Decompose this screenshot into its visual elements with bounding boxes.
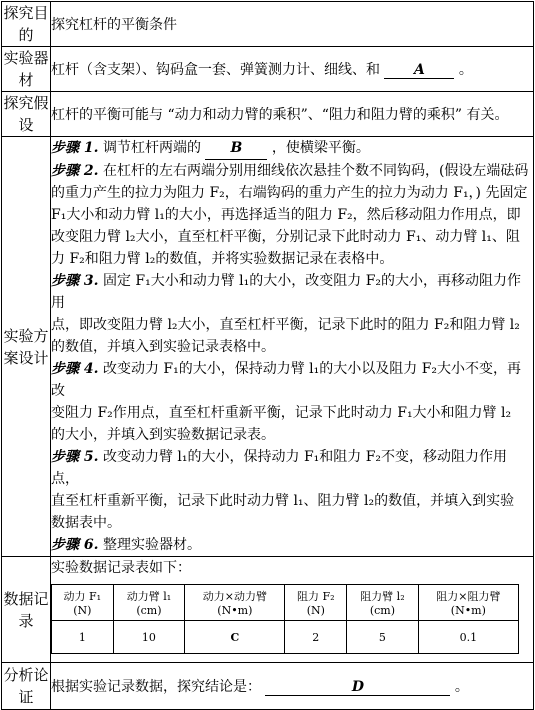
blank-c[interactable]: C	[185, 621, 285, 654]
step2-line: 的重力产生的拉力为阻力 F₂，右端钩码的重力产生的拉力为动力 F₁，) 先固定	[51, 185, 528, 201]
data-content	[51, 557, 534, 663]
hypothesis-label: 探究假设	[2, 92, 51, 137]
step2-line: 改变阻力臂 l₂大小，直至杠杆平衡，分别记录下此时动力 F₁、动力臂 l₁、阻	[51, 229, 520, 245]
blank-d[interactable]: D	[265, 679, 450, 696]
step2-line: F₁大小和动力臂 l₁的大小，再选择适当的阻力 F₂，然后移动阻力作用点，即	[51, 207, 521, 223]
step5: 步骤 5. 改变动力臂 l₁的大小，保持动力 F₁和阻力 F₂不变，移动阻力作用点，	[51, 449, 508, 487]
step4-line: 变阻力 F₂作用点，直至杠杆重新平衡，记录下此时动力 F₁大小和阻力臂 l₂	[51, 405, 512, 421]
step2-line: 力 F₂和阻力臂 l₂的数值，并将实验数据记录在表格中。	[51, 251, 394, 267]
step1: 步骤 1. 调节杠杆两端的 B ，使横梁平衡。	[51, 137, 533, 160]
data-caption: 实验数据记录表如下：	[51, 560, 191, 576]
header-cell: 阻力×阻力臂 (N•m)	[418, 585, 518, 621]
data-row	[2, 557, 534, 663]
experiment-table	[1, 1, 534, 710]
data-value-row	[52, 621, 519, 654]
value-cell: 1	[52, 621, 114, 654]
step5-line: 直至杠杆重新平衡，记录下此时动力臂 l₁、阻力臂 l₂的数值，并填入到实验	[51, 493, 515, 509]
step3-line: 的数值，并填入到实验记录表格中。	[51, 339, 275, 355]
design-content	[51, 137, 534, 557]
step3: 步骤 3. 固定 F₁大小和动力臂 l₁的大小，改变阻力 F₂的大小，再移动阻力作用	[51, 273, 522, 311]
value-cell: 5	[347, 621, 419, 654]
blank-b[interactable]: B	[205, 137, 267, 160]
header-cell: 动力 F₁ (N)	[52, 585, 114, 621]
design-row	[2, 137, 534, 557]
equipment-content: 杠杆（含支架）、钩码盒一套、弹簧测力计、细线、和 A 。	[51, 47, 534, 92]
value-cell: 0.1	[418, 621, 518, 654]
step2: 步骤 2. 在杠杆的左右两端分别用细线依次悬挂个数不同钩码，(假设左端砝码	[51, 163, 529, 179]
data-header-row	[52, 585, 519, 621]
value-cell: 2	[285, 621, 347, 654]
header-cell: 阻力 F₂ (N)	[285, 585, 347, 621]
purpose-row	[2, 2, 534, 47]
step3-line: 点，即改变阻力臂 l₂大小，直至杠杆平衡，记录下此时的阻力 F₂和阻力臂 l₂	[51, 317, 520, 333]
purpose-label: 探究目的	[2, 2, 51, 47]
data-label: 数据记录	[2, 557, 51, 663]
analysis-label: 分析论证	[2, 663, 51, 710]
hypothesis-content: 杠杆的平衡可能与 “动力和动力臂的乘积”、“阻力和阻力臂的乘积” 有关。	[51, 92, 534, 137]
step4: 步骤 4. 改变动力 F₁的大小，保持动力臂 l₁的大小以及阻力 F₂大小不变，再改	[51, 361, 522, 399]
blank-a[interactable]: A	[384, 62, 454, 79]
header-cell: 阻力臂 l₂ (cm)	[347, 585, 419, 621]
value-cell: 10	[113, 621, 185, 654]
step4-line: 的大小，并填入到实验数据记录表。	[51, 427, 275, 443]
design-label: 实验方案设计	[2, 137, 51, 557]
header-cell: 动力×动力臂 (N•m)	[185, 585, 285, 621]
step5-line: 数据表中。	[51, 515, 121, 531]
equipment-label: 实验器材	[2, 47, 51, 92]
equipment-row	[2, 47, 534, 92]
header-cell: 动力臂 l₁ (cm)	[113, 585, 185, 621]
step6: 步骤 6. 整理实验器材。	[51, 537, 201, 553]
hypothesis-row	[2, 92, 534, 137]
analysis-row	[2, 663, 534, 710]
data-table	[51, 584, 519, 654]
purpose-content: 探究杠杆的平衡条件	[51, 2, 534, 47]
analysis-content: 根据实验记录数据，探究结论是： D 。	[51, 663, 534, 710]
